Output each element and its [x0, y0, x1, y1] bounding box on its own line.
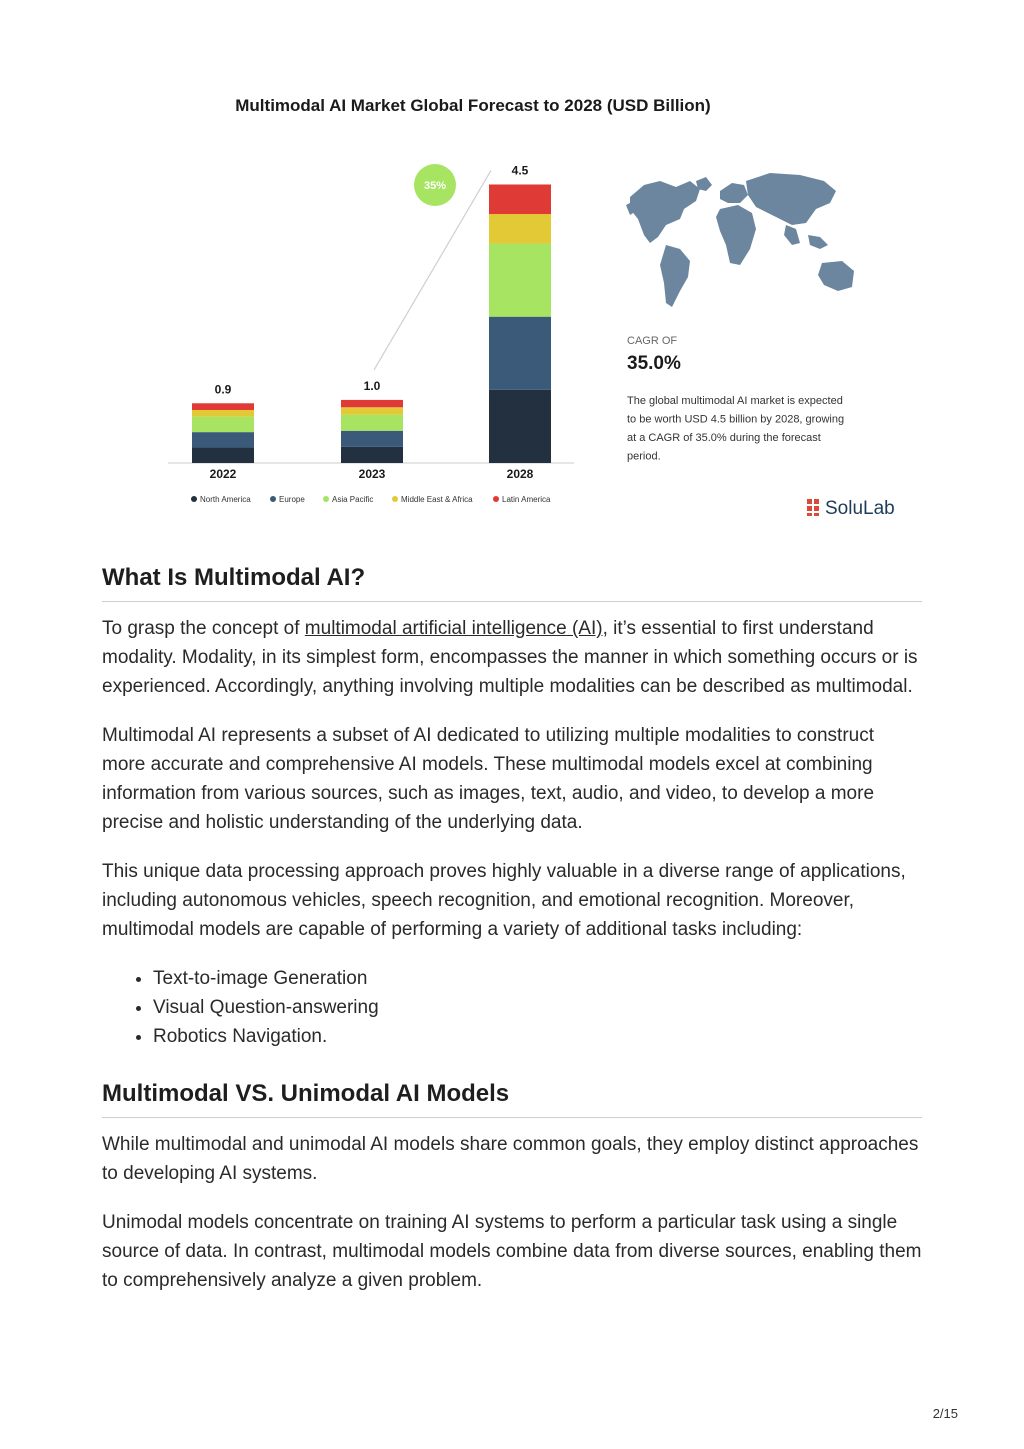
- legend-swatch: [323, 496, 329, 502]
- bar-segment-2023-asia-pacific: [341, 415, 403, 431]
- bar-total-label: 4.5: [511, 163, 529, 178]
- bar-segment-2028-middle-east-africa: [489, 214, 551, 244]
- legend-swatch: [493, 496, 499, 502]
- bar-segment-2022-latin-america: [192, 403, 254, 410]
- market-forecast-figure: [160, 85, 895, 525]
- solulab-logo: [807, 498, 895, 519]
- description-line: The global multimodal AI market is expected: [627, 395, 843, 407]
- task-list: [102, 964, 922, 1051]
- bar-segment-2023-middle-east-africa: [341, 407, 403, 414]
- section-heading-what-is: What Is Multimodal AI?: [102, 563, 922, 602]
- legend-label: North America: [200, 495, 251, 504]
- paragraph-text: , it’s essential to first understand modality. Modality, in its simplest form, encompasses the manner in which something occurs or is experienced. Accordingly, anything involving multiple modalities can be described as multimodal.: [102, 618, 918, 697]
- article-body: [102, 563, 922, 1315]
- market-description: [627, 395, 844, 463]
- bar-segment-2022-north-america: [192, 448, 254, 463]
- legend-label: Middle East & Africa: [401, 495, 473, 504]
- chart-title: Multimodal AI Market Global Forecast to 2028 (USD Billion): [235, 96, 711, 115]
- bar-segment-2022-middle-east-africa: [192, 410, 254, 417]
- bar-segment-2022-asia-pacific: [192, 417, 254, 432]
- bar-total-label: 0.9: [214, 382, 232, 397]
- bar-segment-2023-latin-america: [341, 400, 403, 407]
- paragraph-unimodal: Unimodal models concentrate on training AI systems to perform a particular task using a single source of data. In contrast, multimodal models combine data from diverse sources, enabling them to comprehensively analyze a given problem.: [102, 1212, 922, 1291]
- cagr-value: 35.0%: [627, 353, 681, 374]
- growth-badge-label: 35%: [423, 180, 447, 192]
- list-item: • Visual Question-answering: [153, 993, 922, 1022]
- description-line: period.: [627, 450, 661, 463]
- bar-segment-2023-north-america: [341, 447, 403, 463]
- legend-label: Asia Pacific: [332, 495, 374, 504]
- legend-swatch: [191, 496, 197, 502]
- legend-label: Latin America: [502, 495, 551, 504]
- bar-segment-2028-europe: [489, 317, 551, 390]
- legend-swatch: [392, 496, 398, 502]
- x-tick-label: 2028: [506, 467, 534, 481]
- page-number: 2/15: [932, 1406, 958, 1421]
- description-line: at a CAGR of 35.0% during the forecast: [627, 432, 821, 444]
- legend-swatch: [270, 496, 276, 502]
- paragraph-goals: While multimodal and unimodal AI models share common goals, they employ distinct approaches to developing AI systems.: [102, 1134, 919, 1184]
- description-line: to be worth USD 4.5 billion by 2028, growing: [627, 413, 845, 426]
- multimodal-ai-link[interactable]: multimodal artificial intelligence (AI): [304, 618, 603, 639]
- bar-segment-2022-europe: [192, 432, 254, 447]
- bar-segment-2023-europe: [341, 431, 403, 447]
- section-heading-vs: Multimodal VS. Unimodal AI Models: [102, 1079, 922, 1118]
- bar-segment-2028-latin-america: [489, 184, 551, 214]
- list-item: • Robotics Navigation.: [153, 1022, 922, 1051]
- list-item: • Text-to-image Generation: [153, 964, 922, 993]
- world-map-image: [626, 173, 854, 307]
- paragraph-subset: Multimodal AI represents a subset of AI dedicated to utilizing multiple modalities to construct more accurate and comprehensive AI models. These multimodal models excel at combining information from various sources, such as images, text, audio, and video, to develop a more precise and holistic understanding of the underlying data.: [102, 725, 875, 833]
- paragraph-modality: [102, 614, 922, 701]
- bar-segment-2028-asia-pacific: [489, 244, 551, 317]
- paragraph-applications: This unique data processing approach proves highly valuable in a diverse range of applications, including autonomous vehicles, speech recognition, and emotional recognition. Moreover, multimodal models are capable of performing a variety of additional tasks including:: [102, 861, 906, 940]
- cagr-label: CAGR OF: [627, 335, 678, 347]
- x-tick-label: 2022: [209, 467, 237, 481]
- legend-label: Europe: [279, 495, 305, 504]
- stacked-bar-chart: [160, 85, 895, 525]
- paragraph-text: To grasp the concept of: [102, 618, 305, 639]
- bar-total-label: 1.0: [363, 378, 381, 393]
- x-tick-label: 2023: [358, 467, 386, 481]
- bar-segment-2028-north-america: [489, 390, 551, 463]
- brand-name: SoluLab: [825, 498, 895, 519]
